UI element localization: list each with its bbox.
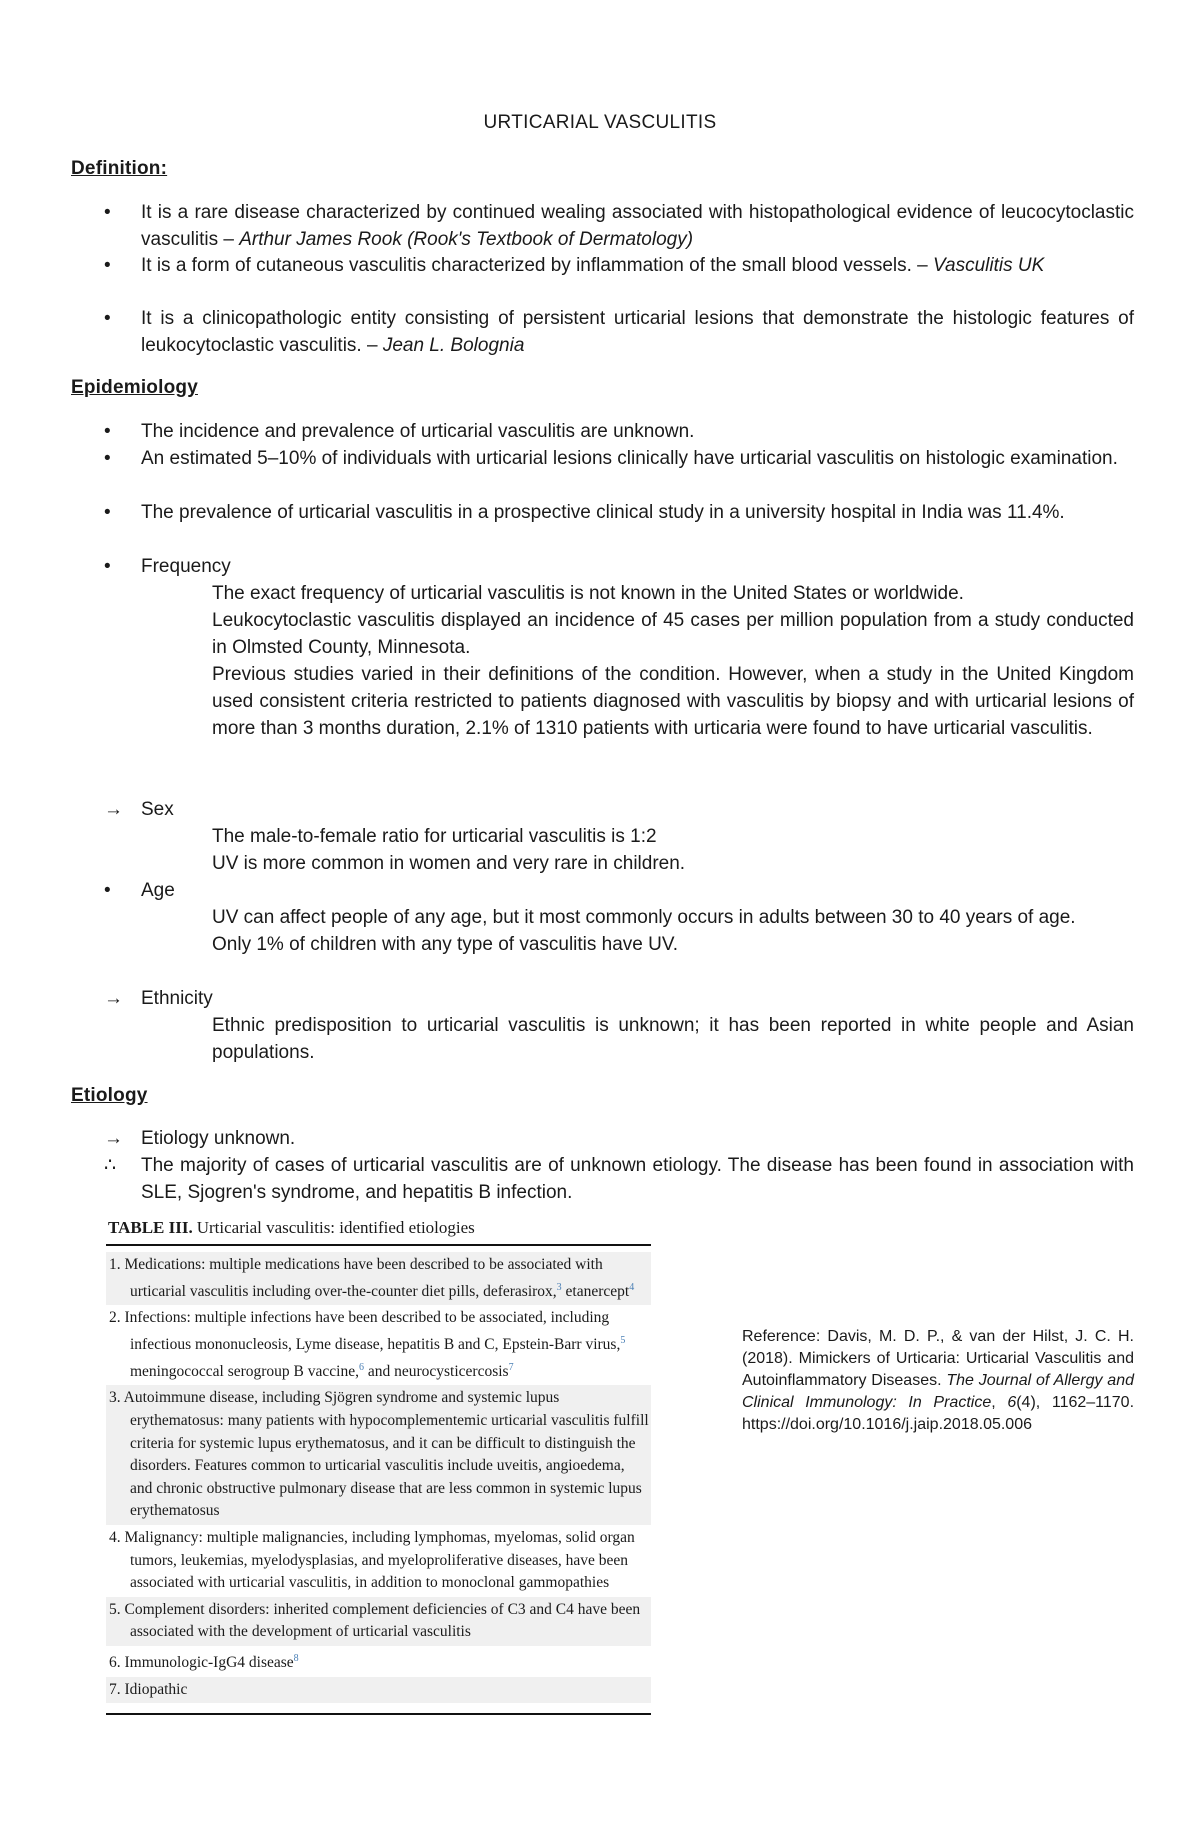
table-bottom-rule <box>106 1713 651 1715</box>
arrow-marker: → <box>104 1128 123 1149</box>
definition-text: It is a clinicopathologic entity consisting of persistent urticarial lesions that demonstrate the histologic features of leukocytoclastic vasculitis. – <box>141 308 1134 356</box>
age-details <box>212 904 1134 958</box>
bullet-marker: • <box>104 421 111 442</box>
therefore-marker: ∴ <box>104 1155 117 1176</box>
ethnicity-label: Ethnicity <box>141 988 213 1009</box>
definition-item <box>141 252 1134 279</box>
arrow-marker: → <box>104 799 123 820</box>
frequency-line: Leukocytoclastic vasculitis displayed an incidence of 45 cases per million population from a study conducted in Olmsted County, Minnesota. <box>212 610 1134 658</box>
sex-line: The male-to-female ratio for urticarial vasculitis is 1:2 <box>212 826 657 847</box>
definition-text: It is a rare disease characterized by continued wealing associated with histopathological evidence of leucocytoclastic vasculitis – <box>141 202 1134 250</box>
age-line: UV can affect people of any age, but it most commonly occurs in adults between 30 to 40 years of age. <box>212 907 1076 928</box>
table-row: 7. Idiopathic <box>106 1677 651 1704</box>
ethnicity-line: Ethnic predisposition to urticarial vasculitis is unknown; it has been reported in white people and Asian populations. <box>212 1015 1134 1063</box>
age-label: Age <box>141 880 175 901</box>
table-row: 1. Medications: multiple medications have been described to be associated with urticarial vasculitis including over-the-counter diet pills, deferasirox,$^3$ etanercept$^4$ <box>106 1252 651 1305</box>
frequency-line: The exact frequency of urticarial vasculitis is not known in the United States or worldwide. <box>212 583 964 604</box>
sex-line: UV is more common in women and very rare in children. <box>212 853 686 874</box>
bullet-marker: • <box>104 448 111 469</box>
sex-details <box>212 823 1134 877</box>
epidemiology-item: An estimated 5–10% of individuals with urticarial lesions clinically have urticarial vasculitis on histologic examination. <box>141 448 1118 469</box>
epidemiology-item: The prevalence of urticarial vasculitis in a prospective clinical study in a university hospital in India was 11.4%. <box>141 502 1065 523</box>
table-row: 4. Malignancy: multiple malignancies, including lymphomas, myelomas, solid organ tumors, leukemias, myelodysplasias, and myeloproliferative diseases, have been associated with urticarial vasculitis, in addition to monoclonal gammopathies <box>109 1529 635 1592</box>
table-row: 5. Complement disorders: inherited complement deficiencies of C3 and C4 have been associated with the development of urticarial vasculitis <box>106 1597 651 1646</box>
frequency-details <box>212 580 1134 742</box>
table-row: 3. Autoimmune disease, including Sjögren syndrome and systemic lupus erythematosus: many patients with hypocomplementemic urticarial vasculitis fulfill criteria for systemic lupus erythematosus, and it can be difficult to distinguish the disorders. Features common to urticarial vasculitis include uveitis, angioedema, and chronic obstructive pulmonary disease that are less common in systemic lupus erythematosus <box>106 1385 651 1525</box>
doi-link[interactable]: https://doi.org/10.1016/j.jaip.2018.05.006 <box>742 1416 1032 1433</box>
page-title: URTICARIAL VASCULITIS <box>483 112 717 133</box>
etiology-item: The majority of cases of urticarial vasculitis are of unknown etiology. The disease has been found in association with SLE, Sjogren's syndrome, and hepatitis B infection. <box>141 1155 1134 1203</box>
epidemiology-item: The incidence and prevalence of urticarial vasculitis are unknown. <box>141 421 695 442</box>
definition-source: Vasculitis UK <box>933 255 1045 276</box>
bullet-marker: • <box>104 202 111 223</box>
definition-heading: Definition: <box>71 158 168 179</box>
journal-name: The Journal of Allergy and Clinical Immunology: In Practice <box>742 1372 1134 1411</box>
sex-label: Sex <box>141 799 174 820</box>
bullet-marker: • <box>104 880 111 901</box>
journal-volume: 6 <box>1007 1394 1017 1411</box>
etiologies-table <box>106 1218 651 1715</box>
etiology-heading: Etiology <box>71 1085 148 1106</box>
definition-source: Arthur James Rook (Rook's Textbook of Dermatology) <box>239 229 694 250</box>
bullet-marker: • <box>104 255 111 276</box>
age-line: Only 1% of children with any type of vasculitis have UV. <box>212 934 679 955</box>
definition-source: Jean L. Bolognia <box>382 335 525 356</box>
etiology-item: Etiology unknown. <box>141 1128 296 1149</box>
arrow-marker: → <box>104 988 123 1009</box>
frequency-label: Frequency <box>141 556 231 577</box>
reference-citation: Reference: Davis, M. D. P., & van der Hilst, J. C. H. (2018). Mimickers of Urticaria: Urticarial Vasculitis and Autoinflammatory Diseases. The Journal of Allergy and Clinical Immunology: In Practice, 6(4), 1162–1170. https://doi.org/10.1016/j.jaip.2018.05.006 <box>742 1328 1135 1433</box>
definition-item <box>141 199 1134 253</box>
table-row: 6. Immunologic-IgG4 disease$^8$ <box>109 1652 299 1672</box>
table-title <box>106 1218 651 1246</box>
bullet-marker: • <box>104 556 111 577</box>
frequency-line: Previous studies varied in their definitions of the condition. However, when a study in the United Kingdom used consistent criteria restricted to patients diagnosed with vasculitis by biopsy and with urticarial lesions of more than 3 months duration, 2.1% of 1310 patients with urticaria were found to have urticarial vasculitis. <box>212 664 1134 739</box>
table-row: 2. Infections: multiple infections have been described to be associated, including infectious mononucleosis, Lyme disease, hepatitis B and C, Epstein-Barr virus,$^5$ meningococcal serogroup B vaccine,$^6$ and neurocysticercosis$^7$ <box>109 1309 626 1380</box>
bullet-marker: • <box>104 502 111 523</box>
epidemiology-heading: Epidemiology <box>71 377 198 398</box>
definition-text: It is a form of cutaneous vasculitis characterized by inflammation of the small blood vessels. – <box>141 255 934 276</box>
table-caption: Urticarial vasculitis: identified etiologies <box>196 1218 475 1237</box>
table-label: TABLE III. <box>108 1218 193 1237</box>
ethnicity-details <box>212 1012 1134 1066</box>
definition-item <box>141 305 1134 359</box>
bullet-marker: • <box>104 308 111 329</box>
